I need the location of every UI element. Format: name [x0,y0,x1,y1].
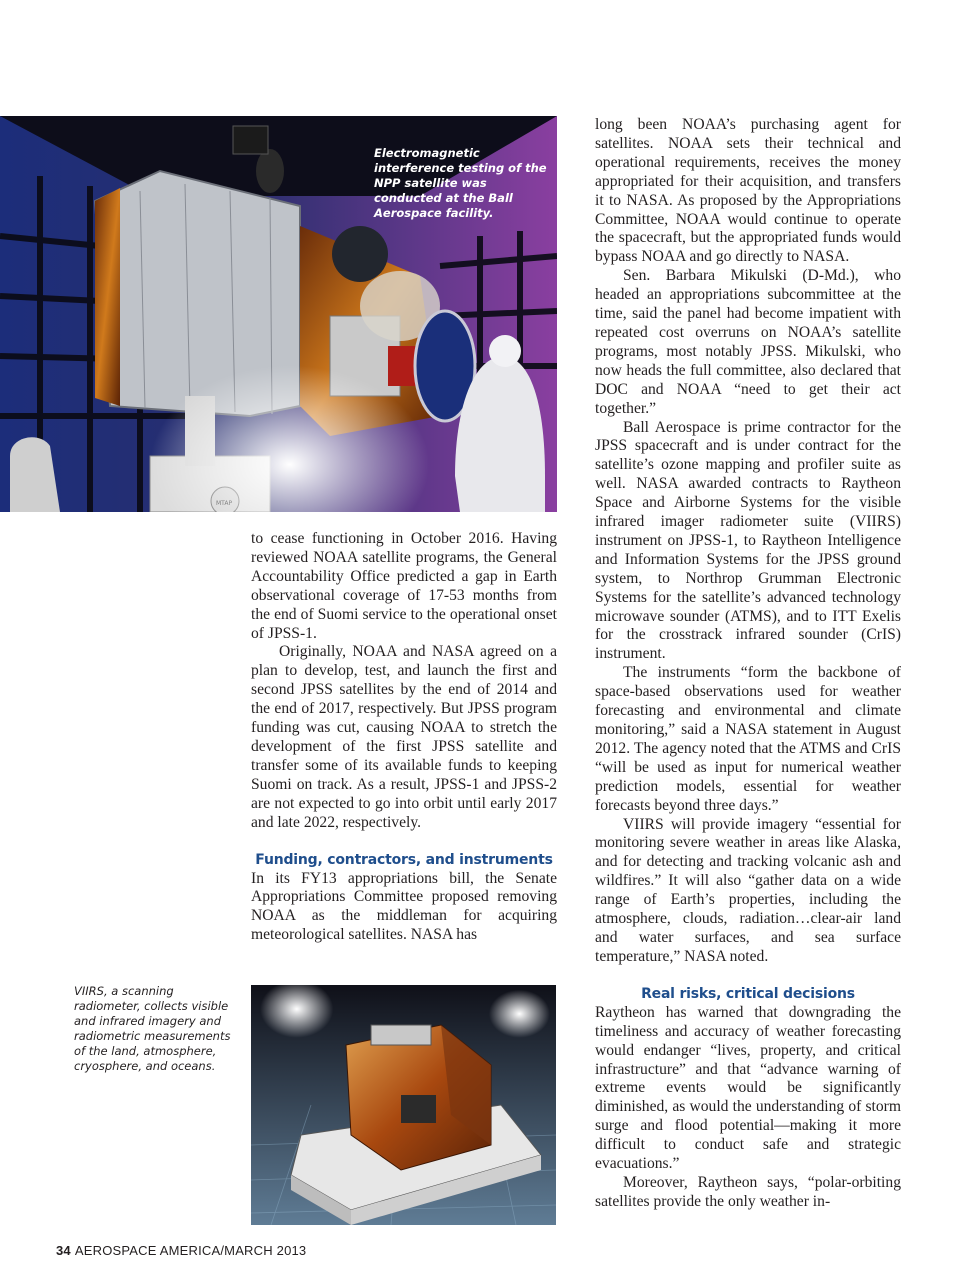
bottom-photo [251,985,556,1225]
top-photo-caption: Electromagnetic interference testing of the NPP satellite was conducted at the Ball Aerospace facility. [374,146,547,220]
paragraph: Raytheon has warned that downgrading the timeliness and accuracy of weather forecasting would endanger “lives, property, and critical infrastructure” and that “advance warning of extreme events would be significantly diminished, as would the understanding of storm surge and flood potential—making it more difficult to conduct safe and strategic evacuations.” [595,1003,901,1173]
paragraph: The instruments “form the backbone of space-based observations used for weather forecasting and environmental and climate monitoring,” said a NASA statement in August 2012. The agency noted that the ATMS and CrIS “will be used as input for numerical weather prediction models, essential for weather forecasts beyond three days.” [595,664,901,814]
section-heading-funding: Funding, contractors, and instruments [255,851,553,868]
section-heading-risks: Real risks, critical decisions [641,985,855,1002]
paragraph: Moreover, Raytheon says, “polar-orbiting satellites provide the only weather in- [595,1173,901,1210]
paragraph: Sen. Barbara Mikulski (D-Md.), who headed an appropriations subcommittee at the time, said the panel had become impatient with repeated cost overruns on NOAA’s satellite programs, most notably JPSS. Mikulski, who now heads the full committee, also declared that DOC and NOAA “need to get their act together.” [595,267,901,417]
bottom-photo-caption: VIIRS, a scanning radiometer, collects visible and infrared imagery and radiometric measurements of the land, atmosphere, cryosphere, and oceans. [74,984,231,1073]
paragraph: In its FY13 appropriations bill, the Senate Appropriations Committee proposed removing NOAA as the middleman for acquiring meteorological satellites. NASA has [251,869,557,944]
paragraph: VIIRS will provide imagery “essential for monitoring severe weather in areas like Alaska, and for detecting and tracking volcanic ash and wildfires.” It will also “gather data on a wide range of Earth’s properties, including the atmosphere, clouds, radiation…clear-air land and water surfaces, and sea surface temperature,” NASA noted. [595,815,901,965]
paragraph: to cease functioning in October 2016. Having reviewed NOAA satellite programs, the General Accountability Office predicted a gap in Earth observational coverage of 17-53 months from the end of Suomi service to the operational onset of JPSS-1. [251,530,557,642]
viirs-instrument-image [251,985,556,1225]
paragraph: Originally, NOAA and NASA agreed on a plan to develop, test, and launch the first and second JPSS satellites by the end of 2014 and the end of 2017, respectively. But JPSS program funding was cut, causing NOAA to stretch the development of the first JPSS satellite and transfer some of its available funds to keeping Suomi on track. As a result, JPSS-1 and JPSS-2 are not expected to go into orbit until early 2017 and late 2022, respectively. [251,643,557,831]
paragraph: Ball Aerospace is prime contractor for the JPSS spacecraft and is under contract for the satellite’s ozone mapping and profiler suite as well. NASA awarded contracts to Raytheon Space and Airborne Systems for the visible infrared imager radiometer suite (VIIRS) instrument on JPSS-1, to Raytheon Intelligence and Information Systems for the JPSS ground system, to Northrop Grumman Electronic Systems for the satellite’s advanced technology microwave sounder (ATMS), and to ITT Exelis for the crosstrack infrared sounder (CrIS) instrument. [595,418,901,663]
publication-name: AEROSPACE AMERICA/MARCH 2013 [74,1243,307,1258]
article-column-right [595,116,901,1212]
page-footer [56,1243,306,1258]
paragraph: long been NOAA’s purchasing agent for satellites. NOAA sets their technical and operational requirements, receives the money appropriated for their acquisition, and transfers it to NASA. As proposed by the Appropriations Committee, NOAA would continue to operate the spacecraft, but the appropriated funds would bypass NOAA and go directly to NASA. [595,116,901,266]
page-number: 34 [56,1243,71,1258]
article-column-middle [251,530,557,945]
